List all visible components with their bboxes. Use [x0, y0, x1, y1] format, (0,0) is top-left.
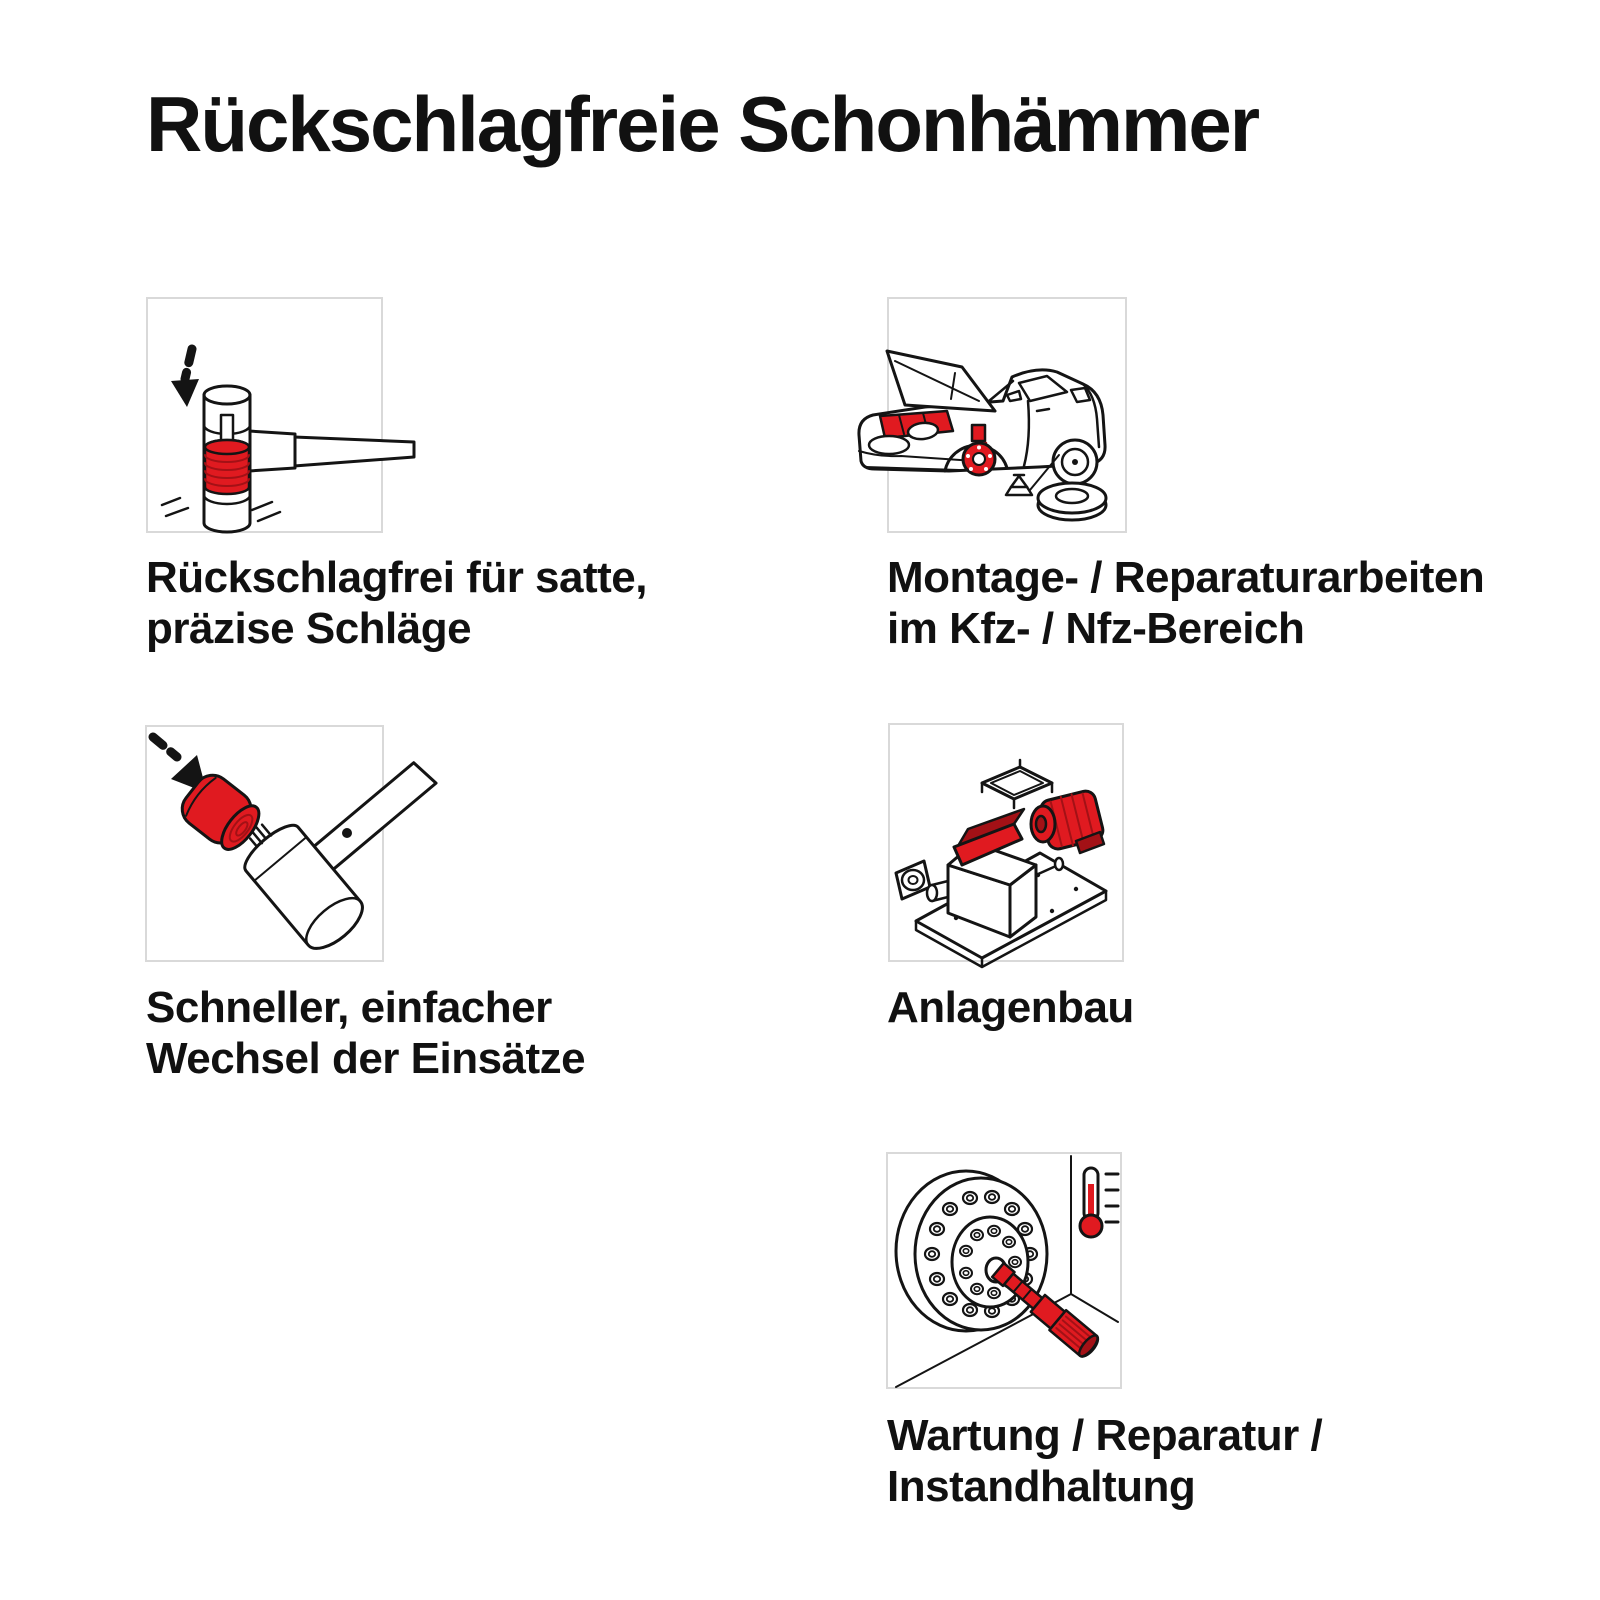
caption-line: Montage- / Reparaturarbeiten: [887, 553, 1485, 602]
caption-line: Wartung / Reparatur /: [887, 1411, 1323, 1460]
caption-insert-change: [146, 982, 585, 1084]
arrow-down-right-icon: [153, 737, 177, 757]
caption-plant-engineering: [887, 982, 1134, 1033]
caption-line: präzise Schläge: [146, 604, 472, 654]
arrow-down-icon: [185, 349, 192, 379]
caption-maintenance: [887, 1410, 1322, 1512]
feature-tile-insert-change: [145, 725, 384, 962]
caption-recoil-free: [146, 552, 647, 654]
feature-tile-vehicle-work: [887, 297, 1127, 533]
hammer-insert-swap-icon: [147, 727, 382, 960]
dead-blow-hammer-icon: [148, 299, 381, 531]
machine-assembly-icon: [890, 725, 1122, 960]
caption-line: Anlagenbau: [887, 983, 1134, 1032]
page-title: Rückschlagfreie Schonhämmer: [146, 80, 1259, 168]
flange-shaft-thermometer-icon: [888, 1154, 1120, 1387]
caption-line: Instandhaltung: [887, 1462, 1196, 1512]
feature-tile-maintenance: [886, 1152, 1122, 1389]
caption-vehicle-work: [887, 552, 1484, 654]
caption-line: Rückschlagfrei für satte,: [146, 553, 647, 602]
thermometer-icon: [1080, 1168, 1118, 1237]
feature-tile-recoil-free: [146, 297, 383, 533]
car-repair-icon: [889, 299, 1125, 531]
caption-line: im Kfz- / Nfz-Bereich: [887, 604, 1305, 654]
caption-line: Wechsel der Einsätze: [146, 1034, 586, 1084]
feature-tile-plant-engineering: [888, 723, 1124, 962]
caption-line: Schneller, einfacher: [146, 983, 552, 1032]
